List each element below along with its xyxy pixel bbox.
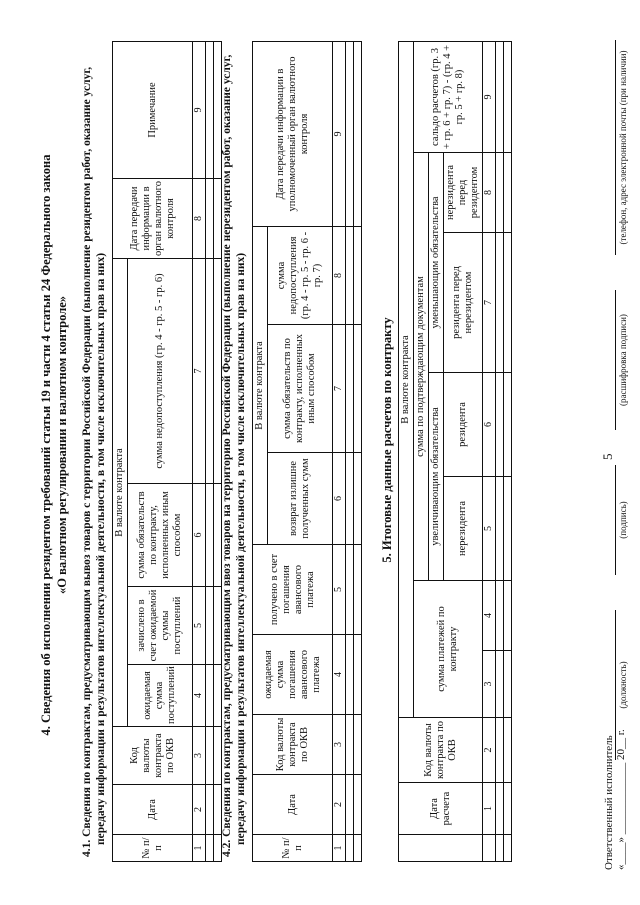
header-cell: получено в счет погашения авансового платежа (253, 545, 333, 635)
column-number: 6 (333, 453, 346, 545)
section-4-2-heading: 4.2. Сведения по контрактам, предусматривающим ввоз товаров на территорию Российской Федерации (выполнение нерезидентом работ, оказание услуг, передачу информации и результатов интеллектуальной деятельности, в том числе исключительных прав на них) (221, 54, 247, 857)
column-number: 6 (193, 484, 206, 587)
header-cell: ожидаемая сумма погашения авансового платежа (253, 635, 333, 715)
position-caption: (должность) (618, 661, 628, 709)
header-cell: Код валюты контракта по ОКВ (113, 727, 193, 785)
header-cell: Дата передачи информации в орган валютного контроля (113, 179, 193, 259)
column-number: 5 (333, 545, 346, 635)
responsible-executor-label: Ответственный исполнитель (603, 735, 615, 870)
table-row (496, 41, 504, 861)
column-number: 3 (333, 715, 346, 775)
table-4-2 (252, 41, 362, 862)
column-number: 8 (193, 179, 206, 259)
table-5 (398, 41, 512, 862)
column-number: 8 (333, 226, 346, 324)
column-number: 8 (483, 153, 496, 233)
table-row (346, 41, 354, 861)
header-cell: Дата (113, 785, 193, 835)
column-number: 4 (333, 635, 346, 715)
header-cell: сумма обязательств по контракту, исполненных иным способом (128, 484, 193, 587)
header-cell: Код валюты контракта по ОКВ (253, 715, 333, 775)
column-number: 9 (333, 41, 346, 226)
signature-caption: (подпись) (618, 501, 628, 539)
header-cell: сумма недопоступления (гр. 4 - гр. 5 - гр. 6 - гр. 7) (268, 226, 333, 324)
header-cell: резидента перед нерезидентом (444, 233, 483, 373)
column-number: 2 (483, 718, 496, 783)
header-cell: Дата (253, 775, 333, 835)
header-group: В валюте контракта (113, 259, 128, 727)
section-5-heading: 5. Итоговые данные расчетов по контракту (380, 317, 394, 563)
column-number: 1 (483, 783, 496, 835)
column-number: 2 (333, 775, 346, 835)
column-number: 6 (483, 373, 496, 477)
header-cell: № п/п (253, 835, 333, 862)
column-number: 5 (483, 477, 496, 581)
column-number: 2 (193, 785, 206, 835)
header-cell: сумма обязательств по контракту, исполненных иным способом (268, 325, 333, 453)
column-number (483, 835, 496, 862)
name-caption: (расшифровка подписи) (618, 314, 628, 406)
header-cell: Дата передачи информации в уполномоченный орган валютного контроля (253, 41, 333, 226)
header-cell: нерезидента (444, 477, 483, 581)
header-cell: Код валюты контракта по ОКВ (399, 718, 483, 783)
header-cell: Примечание (113, 42, 193, 179)
header-cell: № п/п (113, 835, 193, 862)
column-number: 3 (193, 727, 206, 785)
table-row (504, 41, 512, 861)
signature-line (615, 465, 616, 575)
column-number: 9 (483, 41, 496, 152)
header-cell (399, 835, 483, 862)
section-4-title: 4. Сведения об исполнении резидентом требований статьи 19 и части 4 статьи 24 Федерального закона «О валютном регулировании и валютном контроле» (39, 154, 69, 736)
column-number: 1 (193, 835, 206, 862)
column-number: 4 (483, 581, 496, 651)
date-line: «____» _____________ 20__ г. (615, 729, 627, 870)
header-cell: уменьшающим обязательства (429, 153, 444, 373)
header-cell: возврат излишне полученных сумм (268, 453, 333, 545)
header-cell: увеличивающим обязательства (429, 373, 444, 581)
column-number: 7 (483, 233, 496, 373)
column-number: 7 (333, 325, 346, 453)
header-group: В валюте контракта (253, 226, 268, 544)
section-4-1-heading: 4.1. Сведения по контрактам, предусматривающим вывоз товаров с территории Российской Федерации (выполнение резидентом работ, оказание услуг, передачу информации и результатов интеллектуальной деятельности, в том числе исключительных прав на них) (81, 66, 107, 857)
column-number: 9 (193, 42, 206, 179)
header-cell: сумма недопоступления (гр. 4 - гр. 5 - гр. 6) (128, 259, 193, 484)
header-cell: сумма платежей по контракту (414, 581, 483, 718)
header-cell: нерезидента перед резидентом (444, 153, 483, 233)
contact-line (615, 40, 616, 255)
contact-caption: (телефон, адрес электронной почты (при наличии) (618, 50, 628, 245)
page-number: 5 (600, 453, 615, 460)
header-cell: сальдо расчетов (гр. 3 + гр. 6 + гр. 7) - (гр. 4 + гр. 5 + гр. 8) (414, 41, 483, 152)
column-number: 7 (193, 259, 206, 484)
header-cell: зачислено в счет ожидаемой суммы поступлений (128, 587, 193, 665)
header-cell: сумма по подтверждающим документам (414, 153, 429, 581)
header-cell: Дата расчета (399, 783, 483, 835)
column-number: 1 (333, 835, 346, 862)
table-4-1 (112, 41, 222, 862)
column-number: 3 (483, 651, 496, 718)
column-number: 4 (193, 665, 206, 727)
column-number: 5 (193, 587, 206, 665)
header-cell: резидента (444, 373, 483, 477)
header-group: В валюте контракта (399, 41, 414, 717)
table-row (354, 41, 362, 861)
header-cell: ожидаемая сумма поступлений (128, 665, 193, 727)
name-line (615, 290, 616, 430)
table-row (206, 42, 214, 862)
